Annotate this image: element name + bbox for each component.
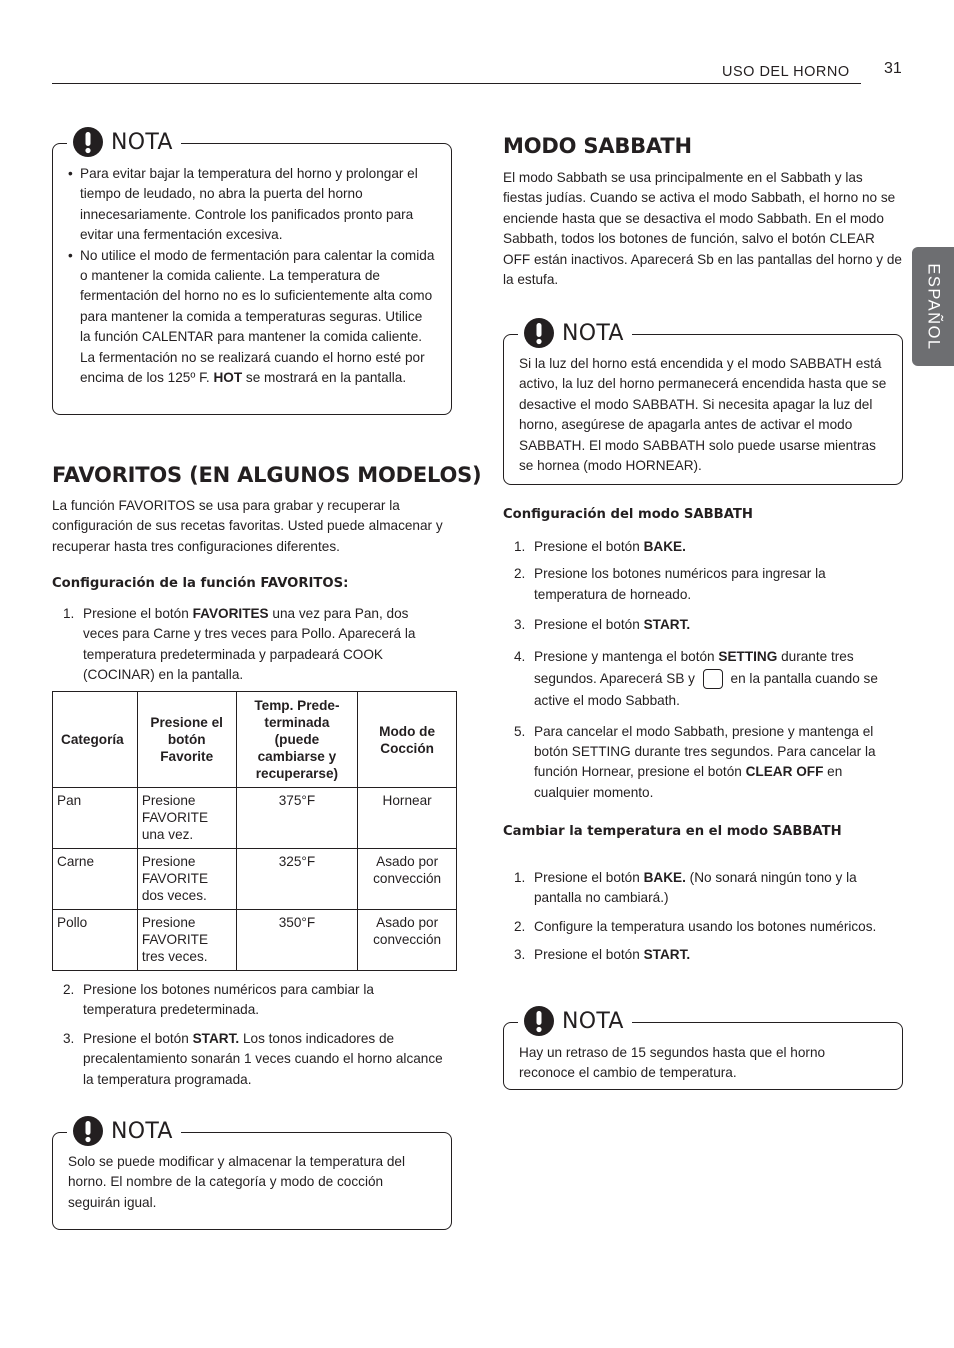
step-item (503, 945, 898, 965)
step-item (503, 722, 879, 804)
nota-header (518, 317, 632, 349)
step-item (503, 537, 883, 557)
nota-bullet-tail: se mostrará en la pantalla. (242, 370, 407, 386)
table-cell: Carne (53, 849, 138, 910)
step-bold: CLEAR OFF (745, 764, 824, 780)
table-cell: 325°F (236, 849, 358, 910)
header-divider (52, 83, 861, 84)
table-cell: Asado por convección (358, 910, 457, 971)
favoritos-steps-b (52, 980, 457, 1090)
table-cell: Pollo (53, 910, 138, 971)
table-header-cell: Temp. Prede-terminada (puede cambiarse y recuperarse) (236, 692, 358, 788)
nota-bullet-list (68, 164, 436, 388)
step-item (503, 917, 898, 937)
step-number: 2. (514, 918, 526, 934)
language-tab-label: ESPAÑOL (924, 262, 943, 351)
favoritos-table (52, 691, 457, 971)
step-number: 3. (63, 1030, 75, 1046)
step-bold: START. (643, 617, 691, 633)
step-text: Presione el botón (534, 870, 644, 885)
hot-keyword: HOT (213, 370, 243, 386)
step-number: 2. (514, 566, 526, 582)
sabbath-display-icon (703, 669, 723, 689)
step-item (503, 615, 883, 635)
nota-title: NOTA (562, 1008, 624, 1034)
step-item (503, 564, 883, 605)
table-cell: Pan (53, 788, 138, 849)
step-number: 2. (63, 982, 75, 997)
nota-bullet-text: Para evitar bajar la temperatura del horno y prolongar el tiempo de leudado, no abra la puerta del horno innecesariamente. Controle los panificados pronto para evitar una fermentación excesiva. (80, 166, 418, 243)
step-item (503, 646, 883, 712)
step-text: durante tres segundos. Aparecerá SB y (534, 648, 854, 686)
table-row (53, 849, 457, 910)
table-cell: Presione FAVORITE tres veces. (137, 910, 236, 971)
favoritos-heading: FAVORITOS (EN ALGUNOS MODELOS) (52, 463, 482, 487)
favoritos-subheading: Configuración de la función FAVORITOS: (52, 576, 349, 591)
nota-title: NOTA (111, 1118, 173, 1144)
nota-header (518, 1005, 632, 1037)
exclamation-icon (73, 1116, 103, 1146)
sabbath-change-heading: Cambiar la temperatura en el modo SABBATH (503, 824, 842, 839)
nota-rule (644, 1022, 888, 1023)
favoritos-intro: La función FAVORITOS se usa para grabar y recuperar la configuración de sus recetas favoritas. Usted puede almacenar y recuperar hasta tres configuraciones diferentes. (52, 498, 443, 554)
step-bold: BAKE. (643, 870, 686, 885)
step-item (52, 604, 424, 686)
nota-header (67, 1115, 181, 1147)
header-section-title: USO DEL HORNO (722, 64, 850, 80)
step-number: 3. (514, 947, 526, 963)
step-bold: START. (643, 947, 691, 963)
table-cell: Presione FAVORITE una vez. (137, 788, 236, 849)
step-text: Presione el botón (83, 606, 193, 621)
step-text: Para cancelar el modo Sabbath, presione y mantenga el botón SETTING durante tres segundos. Para cancelar la función Hornear, presione el botón (534, 723, 876, 780)
step-text: Presione el botón (534, 539, 644, 554)
sabbath-intro: El modo Sabbath se usa principalmente en el Sabbath y las fiestas judías. Cuando se activa el modo Sabbath, el horno no se enciende hasta que se desactiva el modo Sabbath. En el modo Sabbath, todos los botones de función, salvo el botón CLEAR OFF están inactivos. Aparecerá Sb en las pantallas del horno y de la estufa. (503, 170, 902, 288)
step-bold: BAKE. (643, 539, 686, 554)
step-text: Presione el botón (534, 617, 644, 633)
step-text: una vez para Pan, dos veces para Carne y tres veces para Pollo. Aparecerá la temperatura predeterminada y parpadeará COOK (COCINAR) en la pantalla. (83, 606, 416, 683)
nota-text: Si la luz del horno está encendida y el modo SABBATH está activo, la luz del horno permanecerá encendida hasta que se desactive el modo SABBATH. Si necesita apagar la luz del horno, asegúrese de apagarla antes de activar el modo SABBATH. El modo SABBATH solo puede usarse mientras se hornea (modo HORNEAR). (519, 356, 887, 474)
exclamation-icon (524, 318, 554, 348)
step-number: 5. (514, 723, 526, 739)
table-row (53, 910, 457, 971)
nota-bullet-text: No utilice el modo de fermentación para calentar la comida o mantener la comida caliente. La temperatura de fermentación del horno no es lo suficientemente alta como para mantener la comida a temperaturas seguras. Utilice la función CALENTAR para mantener la comida caliente. La fermentación no se realizará cuando el horno esté por encima de los 125º F. (80, 247, 435, 386)
table-cell: Hornear (358, 788, 457, 849)
step-text: en cualquier momento. (534, 764, 843, 800)
nota-rule (243, 1132, 437, 1133)
step-text: Presione los botones numéricos para ingresar la temperatura de horneado. (534, 566, 826, 602)
sabbath-change-steps (503, 868, 898, 966)
language-tab (912, 247, 954, 366)
nota-text: Hay un retraso de 15 segundos hasta que el horno reconoce el cambio de temperatura. (519, 1045, 826, 1081)
exclamation-icon (73, 127, 103, 157)
nota-rule (243, 143, 437, 144)
step-bold: FAVORITES (192, 606, 269, 621)
step-number: 1. (514, 539, 526, 554)
table-row (53, 788, 457, 849)
page-number: 31 (884, 60, 902, 77)
sabbath-heading: MODO SABBATH (503, 134, 692, 158)
table-header-cell: Modo de Cocción (358, 692, 457, 788)
step-text: Presione el botón (83, 1030, 193, 1046)
nota-box-favoritos (52, 1118, 452, 1230)
nota-header (67, 126, 181, 158)
nota-title: NOTA (111, 129, 173, 155)
exclamation-icon (524, 1006, 554, 1036)
step-text: Configure la temperatura usando los botones numéricos. (534, 918, 877, 934)
favoritos-steps-a (52, 604, 424, 686)
step-number: 1. (63, 606, 75, 621)
table-cell: 375°F (236, 788, 358, 849)
step-item (52, 980, 423, 1021)
step-bold: START. (192, 1030, 240, 1046)
nota-bullet (68, 164, 436, 246)
step-text: Presione el botón (534, 947, 644, 963)
sabbath-config-steps (503, 537, 883, 803)
sabbath-config-heading: Configuración del modo SABBATH (503, 507, 753, 522)
nota-box-fermentacion (52, 129, 452, 415)
step-text: Los tonos indicadores de precalentamiento sonarán 1 veces cuando el horno alcance la temperatura programada. (83, 1030, 443, 1087)
table-cell: 350°F (236, 910, 358, 971)
step-number: 3. (514, 617, 526, 633)
step-number: 1. (514, 870, 526, 885)
step-text: en la pantalla cuando se active el modo Sabbath. (534, 670, 878, 708)
nota-bullet (68, 246, 436, 389)
step-text: Presione los botones numéricos para cambiar la temperatura predeterminada. (83, 982, 374, 1018)
nota-box-sabbath-temp (503, 1008, 903, 1090)
table-header-cell: Categoría (53, 692, 138, 788)
nota-title: NOTA (562, 320, 624, 346)
step-item (503, 868, 879, 909)
table-header-row (53, 692, 457, 788)
nota-box-sabbath (503, 320, 903, 485)
nota-rule (644, 334, 888, 335)
step-number: 4. (514, 648, 526, 664)
table-header-cell: Presione el botón Favorite (137, 692, 236, 788)
table-cell: Asado por convección (358, 849, 457, 910)
step-item (52, 1029, 457, 1090)
table-cell: Presione FAVORITE dos veces. (137, 849, 236, 910)
nota-text: Solo se puede modificar y almacenar la temperatura del horno. El nombre de la categoría y modo de cocción seguirán igual. (68, 1154, 406, 1210)
step-text: (No sonará ningún tono y la pantalla no cambiará.) (534, 870, 857, 906)
step-bold: SETTING (718, 648, 778, 664)
step-text: Presione y mantenga el botón (534, 648, 719, 664)
